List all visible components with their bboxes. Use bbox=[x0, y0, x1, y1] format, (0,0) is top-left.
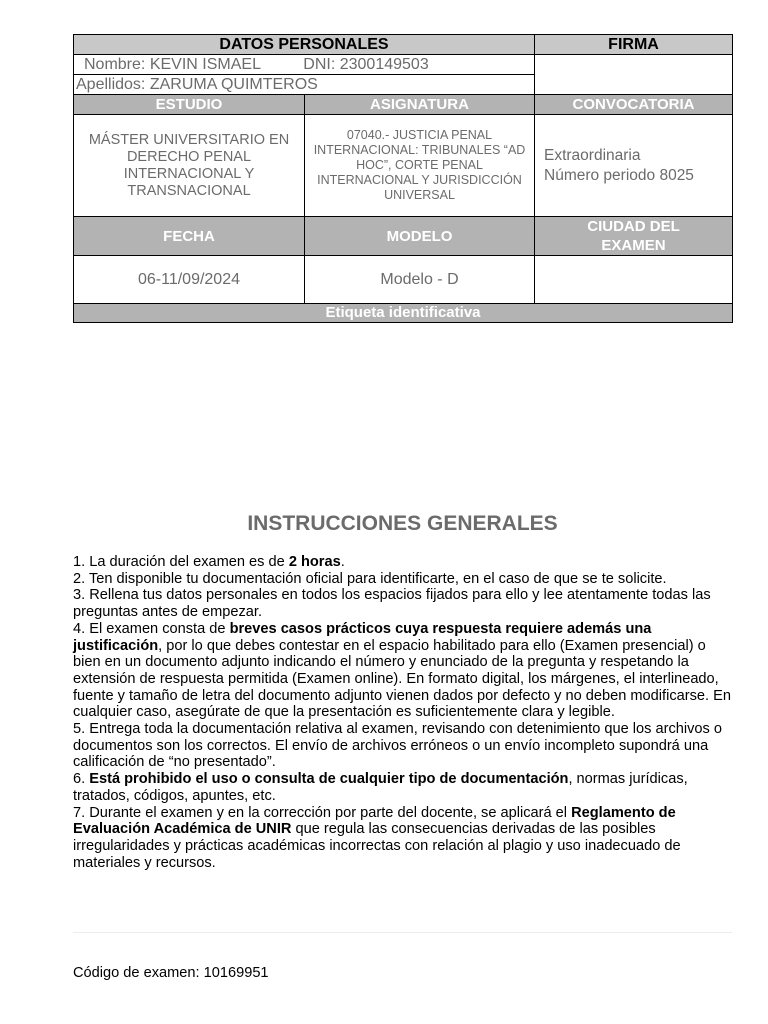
asignatura-value: 07040.- JUSTICIA PENAL INTERNACIONAL: TRIBUNALES “AD HOC”, CORTE PENAL INTERNACIONAL Y JURISDICCIÓN UNIVERSAL bbox=[305, 115, 535, 217]
convocatoria-type: Extraordinaria bbox=[544, 146, 641, 164]
nombre-value: KEVIN ISMAEL bbox=[149, 56, 261, 73]
nombre-label: Nombre: bbox=[84, 56, 146, 73]
convocatoria-periodo: Número periodo 8025 bbox=[544, 166, 694, 184]
dni-value: 2300149503 bbox=[339, 56, 429, 73]
instruction-item-7: 7. Durante el examen y en la corrección por parte del docente, se aplicará el Reglamento de Evaluación Académica de UNIR que regula las consecuencias derivadas de las posibles irregularidades y prácticas académicas incorrectas con relación al plagio y uso inadecuado de materiales y recursos. bbox=[73, 804, 681, 871]
convocatoria-header: CONVOCATORIA bbox=[535, 95, 733, 115]
instructions-title: INSTRUCCIONES GENERALES bbox=[247, 512, 558, 535]
instruction-item-1: 1. La duración del examen es de 2 horas. bbox=[73, 554, 345, 570]
modelo-header: MODELO bbox=[305, 217, 535, 256]
instructions-list bbox=[73, 554, 732, 871]
instruction-item-3: 3. Rellena tus datos personales en todos los espacios fijados para ello y lee atentamente todas las preguntas antes de empezar. bbox=[73, 587, 711, 621]
fecha-value: 06-11/09/2024 bbox=[74, 256, 305, 304]
firma-box[interactable] bbox=[535, 55, 733, 95]
etiqueta-identificativa: Etiqueta identificativa bbox=[74, 304, 733, 323]
instruction-item-6: 6. Está prohibido el uso o consulta de cualquier tipo de documentación, normas jurídicas, tratados, códigos, apuntes, etc. bbox=[73, 771, 688, 804]
apellidos-field[interactable] bbox=[74, 75, 535, 95]
apellidos-label: Apellidos: bbox=[76, 76, 146, 93]
fecha-header: FECHA bbox=[74, 217, 305, 256]
footer-divider bbox=[73, 932, 732, 933]
dni-label: DNI: bbox=[303, 56, 336, 73]
instruction-item-4: 4. El examen consta de breves casos prácticos cuya respuesta requiere además una justificación, por lo que debes contestar en el espacio habilitado para ello (Examen presencial) o bien en un documento adjunto indicando el número y enunciado de la pregunta y respetando la extensión de respuesta permitida (Examen online). En formato digital, los márgenes, el interlineado, fuente y tamaño de letra del documento adjunto vienen dados por defecto y no deben modificarse. En cualquier caso, asegúrate de que la presentación es suficientemente clara y legible. bbox=[73, 620, 731, 721]
datos-personales-header: DATOS PERSONALES bbox=[74, 35, 535, 55]
exam-header-form bbox=[73, 34, 733, 323]
ciudad-header bbox=[535, 217, 733, 256]
asignatura-header: ASIGNATURA bbox=[305, 95, 535, 115]
apellidos-value: ZARUMA QUIMTEROS bbox=[149, 76, 318, 93]
ciudad-header-label: CIUDAD DEL EXAMEN bbox=[587, 218, 680, 254]
convocatoria-value bbox=[535, 115, 733, 217]
modelo-value: Modelo - D bbox=[305, 256, 535, 304]
exam-code: Código de examen: 10169951 bbox=[73, 965, 269, 981]
estudio-header: ESTUDIO bbox=[74, 95, 305, 115]
ciudad-value[interactable] bbox=[535, 256, 733, 304]
firma-header: FIRMA bbox=[535, 35, 733, 55]
instruction-item-5: 5. Entrega toda la documentación relativa al examen, revisando con detenimiento que los archivos o documentos son los correctos. El envío de archivos erróneos o un envío incompleto supondrá una calificación de “no presentado”. bbox=[73, 721, 723, 771]
instruction-item-2: 2. Ten disponible tu documentación oficial para identificarte, en el caso de que se te solicite. bbox=[73, 570, 667, 587]
estudio-value: MÁSTER UNIVERSITARIO EN DERECHO PENAL INTERNACIONAL Y TRANSNACIONAL bbox=[74, 115, 305, 217]
nombre-dni-field[interactable] bbox=[74, 55, 535, 75]
